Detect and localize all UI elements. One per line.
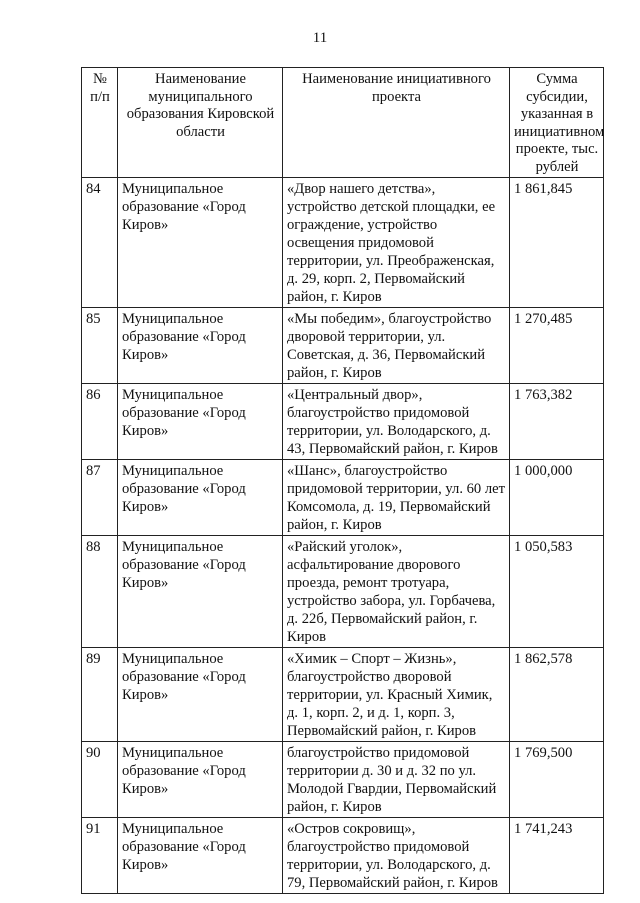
row-sum: 1 769,500 [510, 742, 604, 818]
header-sum: Сумма субсидии, указанная в инициативном проекте, тыс. рублей [510, 68, 604, 178]
row-num: 85 [82, 308, 118, 384]
row-project: «Остров сокровищ», благоустройство придомовой территории, ул. Володарского, д. 79, Первомайский район, г. Киров [283, 818, 510, 894]
row-project: «Двор нашего детства», устройство детской площадки, ее ограждение, устройство освещения придомовой территории, ул. Преображенская, д. 29, корп. 2, Первомайский район, г. Киров [283, 178, 510, 308]
row-num: 91 [82, 818, 118, 894]
row-num: 88 [82, 536, 118, 648]
table-row [82, 648, 604, 742]
row-sum: 1 862,578 [510, 648, 604, 742]
table-header-row [82, 68, 604, 178]
row-num: 87 [82, 460, 118, 536]
table-row [82, 460, 604, 536]
row-project: «Райский уголок», асфальтирование дворового проезда, ремонт тротуара, устройство забора, ул. Горбачева, д. 22б, Первомайский район, г. Киров [283, 536, 510, 648]
row-project: «Мы победим», благоустройство дворовой территории, ул. Советская, д. 36, Первомайский район, г. Киров [283, 308, 510, 384]
row-municipality: Муниципальное образование «Город Киров» [118, 742, 283, 818]
row-municipality: Муниципальное образование «Город Киров» [118, 460, 283, 536]
row-municipality: Муниципальное образование «Город Киров» [118, 818, 283, 894]
header-num: № п/п [82, 68, 118, 178]
row-municipality: Муниципальное образование «Город Киров» [118, 648, 283, 742]
row-num: 90 [82, 742, 118, 818]
row-sum: 1 270,485 [510, 308, 604, 384]
row-project: «Шанс», благоустройство придомовой территории, ул. 60 лет Комсомола, д. 19, Первомайский район, г. Киров [283, 460, 510, 536]
table-row [82, 384, 604, 460]
table-row [82, 536, 604, 648]
row-municipality: Муниципальное образование «Город Киров» [118, 178, 283, 308]
subsidy-table [81, 67, 604, 894]
row-sum: 1 741,243 [510, 818, 604, 894]
row-project: «Центральный двор», благоустройство придомовой территории, ул. Володарского, д. 43, Первомайский район, г. Киров [283, 384, 510, 460]
table-row [82, 742, 604, 818]
row-sum: 1 861,845 [510, 178, 604, 308]
table-row [82, 818, 604, 894]
row-municipality: Муниципальное образование «Город Киров» [118, 308, 283, 384]
row-sum: 1 763,382 [510, 384, 604, 460]
row-municipality: Муниципальное образование «Город Киров» [118, 536, 283, 648]
row-num: 89 [82, 648, 118, 742]
row-sum: 1 050,583 [510, 536, 604, 648]
header-project: Наименование инициативного проекта [283, 68, 510, 178]
row-project: «Химик – Спорт – Жизнь», благоустройство дворовой территории, ул. Красный Химик, д. 1, корп. 2, и д. 1, корп. 3, Первомайский район, г. Киров [283, 648, 510, 742]
row-num: 84 [82, 178, 118, 308]
row-municipality: Муниципальное образование «Город Киров» [118, 384, 283, 460]
row-num: 86 [82, 384, 118, 460]
table-row [82, 178, 604, 308]
row-project: благоустройство придомовой территории д. 30 и д. 32 по ул. Молодой Гвардии, Первомайский район, г. Киров [283, 742, 510, 818]
row-sum: 1 000,000 [510, 460, 604, 536]
table-row [82, 308, 604, 384]
header-municipality: Наименование муниципального образования Кировской области [118, 68, 283, 178]
page-number: 11 [312, 30, 328, 46]
